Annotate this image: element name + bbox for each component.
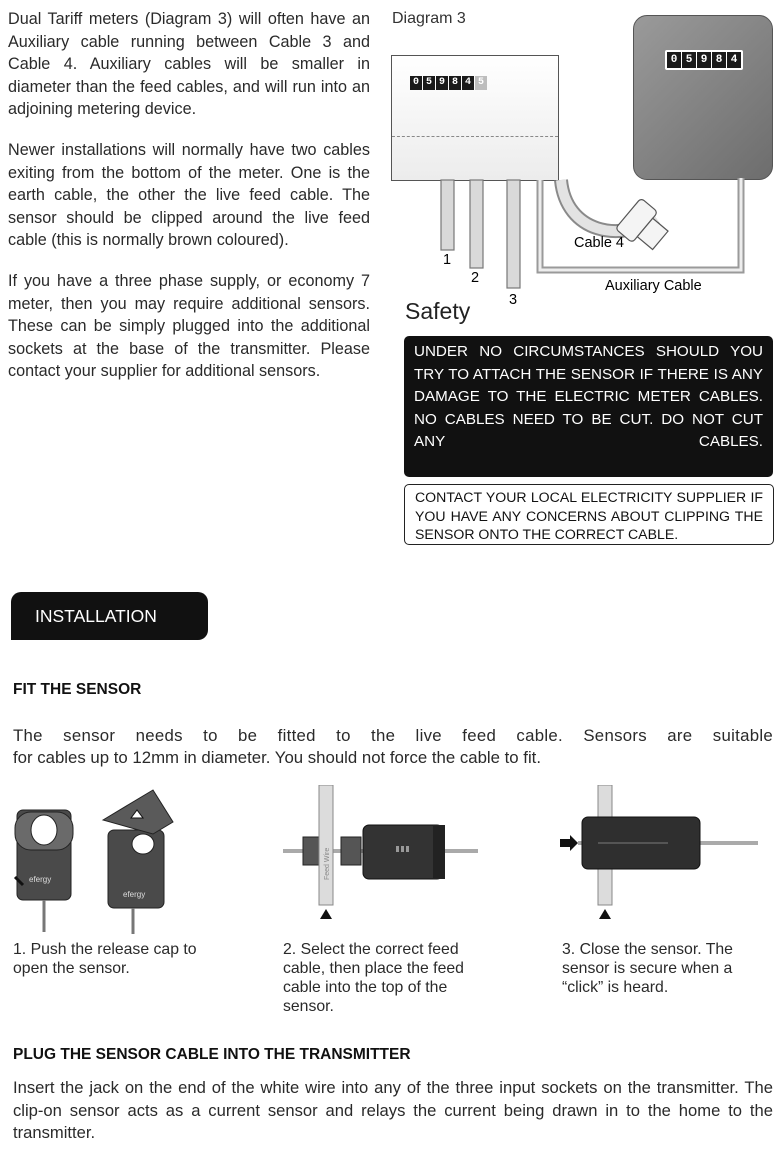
- intro-paragraph-3: If you have a three phase supply, or economy 7 meter, then you may require additional sensors. These can be simply plugged into the additional sockets at the base of the transmitter. Please contact your supplier for additional sensors.: [8, 271, 370, 381]
- meter-digit: 9: [697, 52, 711, 68]
- plug-sensor-title: PLUG THE SENSOR CABLE INTO THE TRANSMITTER: [13, 1046, 411, 1063]
- intro-text: [8, 8, 370, 401]
- main-meter-illustration: [391, 55, 559, 181]
- meter-digit: 8: [712, 52, 726, 68]
- cable-2-label: 2: [471, 270, 480, 286]
- main-meter-reading: [410, 76, 487, 90]
- meter-digit: 5: [682, 52, 696, 68]
- meter-digit: 4: [727, 52, 741, 68]
- arrow-up-icon: [320, 909, 332, 919]
- meter-cover-line: [392, 136, 558, 137]
- safety-contact-box: CONTACT YOUR LOCAL ELECTRICITY SUPPLIER IF YOU HAVE ANY CONCERNS ABOUT CLIPPING THE SENSOR ONTO THE CORRECT CABLE.: [404, 484, 774, 545]
- cable-4-label: Cable 4: [574, 235, 624, 251]
- step-1-illustration: [13, 782, 183, 934]
- fit-sensor-line-2: for cables up to 12mm in diameter. You should not force the cable to fit.: [13, 748, 541, 767]
- intro-paragraph-2: Newer installations will normally have two cables exiting from the bottom of the meter. One is the earth cable, the other the live feed cable. The sensor should be clipped around the live feed cable (this is normally brown coloured).: [8, 140, 370, 250]
- cable-1: [441, 180, 454, 250]
- meter-digit: 5: [475, 76, 487, 90]
- safety-warning-box: UNDER NO CIRCUMSTANCES SHOULD YOU TRY TO ATTACH THE SENSOR IF THERE IS ANY DAMAGE TO THE ELECTRIC METER CABLES. NO CABLES NEED TO BE CUT. DO NOT CUT ANY CABLES.: [404, 336, 773, 477]
- cable-3-label: 3: [509, 292, 518, 308]
- cable-1-label: 1: [443, 252, 452, 268]
- feed-wire: [319, 785, 333, 905]
- arrow-up-icon: [599, 909, 611, 919]
- feed-wire-label: Feed Wire: [324, 847, 331, 880]
- meter-digit: 5: [423, 76, 435, 90]
- step-1-caption: 1. Push the release cap to open the sensor.: [13, 941, 197, 977]
- plug-sensor-text: Insert the jack on the end of the white wire into any of the three input sockets on the transmitter. The clip-on sensor acts as a current sensor and relays the current being drawn in to the home to the transmitter.: [13, 1078, 773, 1143]
- safety-title: Safety: [405, 298, 471, 324]
- installation-heading: INSTALLATION: [11, 592, 208, 640]
- step-2-illustration: [283, 785, 478, 920]
- step-3-caption: 3. Close the sensor. The sensor is secure when a “click” is heard.: [562, 941, 733, 996]
- fit-sensor-line-1: The sensor needs to be fitted to the live feed cable. Sensors are suitable: [13, 726, 773, 745]
- fit-sensor-title: FIT THE SENSOR: [13, 681, 142, 698]
- sensor-brand-label: efergy: [123, 890, 146, 899]
- meter-digit: 0: [410, 76, 422, 90]
- meter-cables-illustration: [391, 178, 776, 308]
- auxiliary-cable-label: Auxiliary Cable: [605, 278, 702, 294]
- meter-digit: 0: [667, 52, 681, 68]
- step-3-illustration: [558, 785, 758, 920]
- meter-digit: 8: [449, 76, 461, 90]
- cable-2: [470, 180, 483, 268]
- secondary-meter-illustration: [633, 15, 773, 180]
- cable-3: [507, 180, 520, 288]
- secondary-meter-reading: [665, 50, 743, 70]
- sensor-brand-label: efergy: [29, 875, 52, 884]
- step-2-caption: 2. Select the correct feed cable, then place the feed cable into the top of the sensor.: [283, 941, 464, 1015]
- fit-sensor-text: [13, 725, 773, 769]
- meter-digit: 9: [436, 76, 448, 90]
- intro-paragraph-1: Dual Tariff meters (Diagram 3) will often have an Auxiliary cable running between Cable 3 and Cable 4. Auxiliary cables will be smaller in diameter than the feed cables, and will run into an adjoining metering device.: [8, 10, 370, 119]
- arrow-right-icon: [560, 835, 578, 851]
- diagram-title: Diagram 3: [392, 10, 466, 27]
- meter-digit: 4: [462, 76, 474, 90]
